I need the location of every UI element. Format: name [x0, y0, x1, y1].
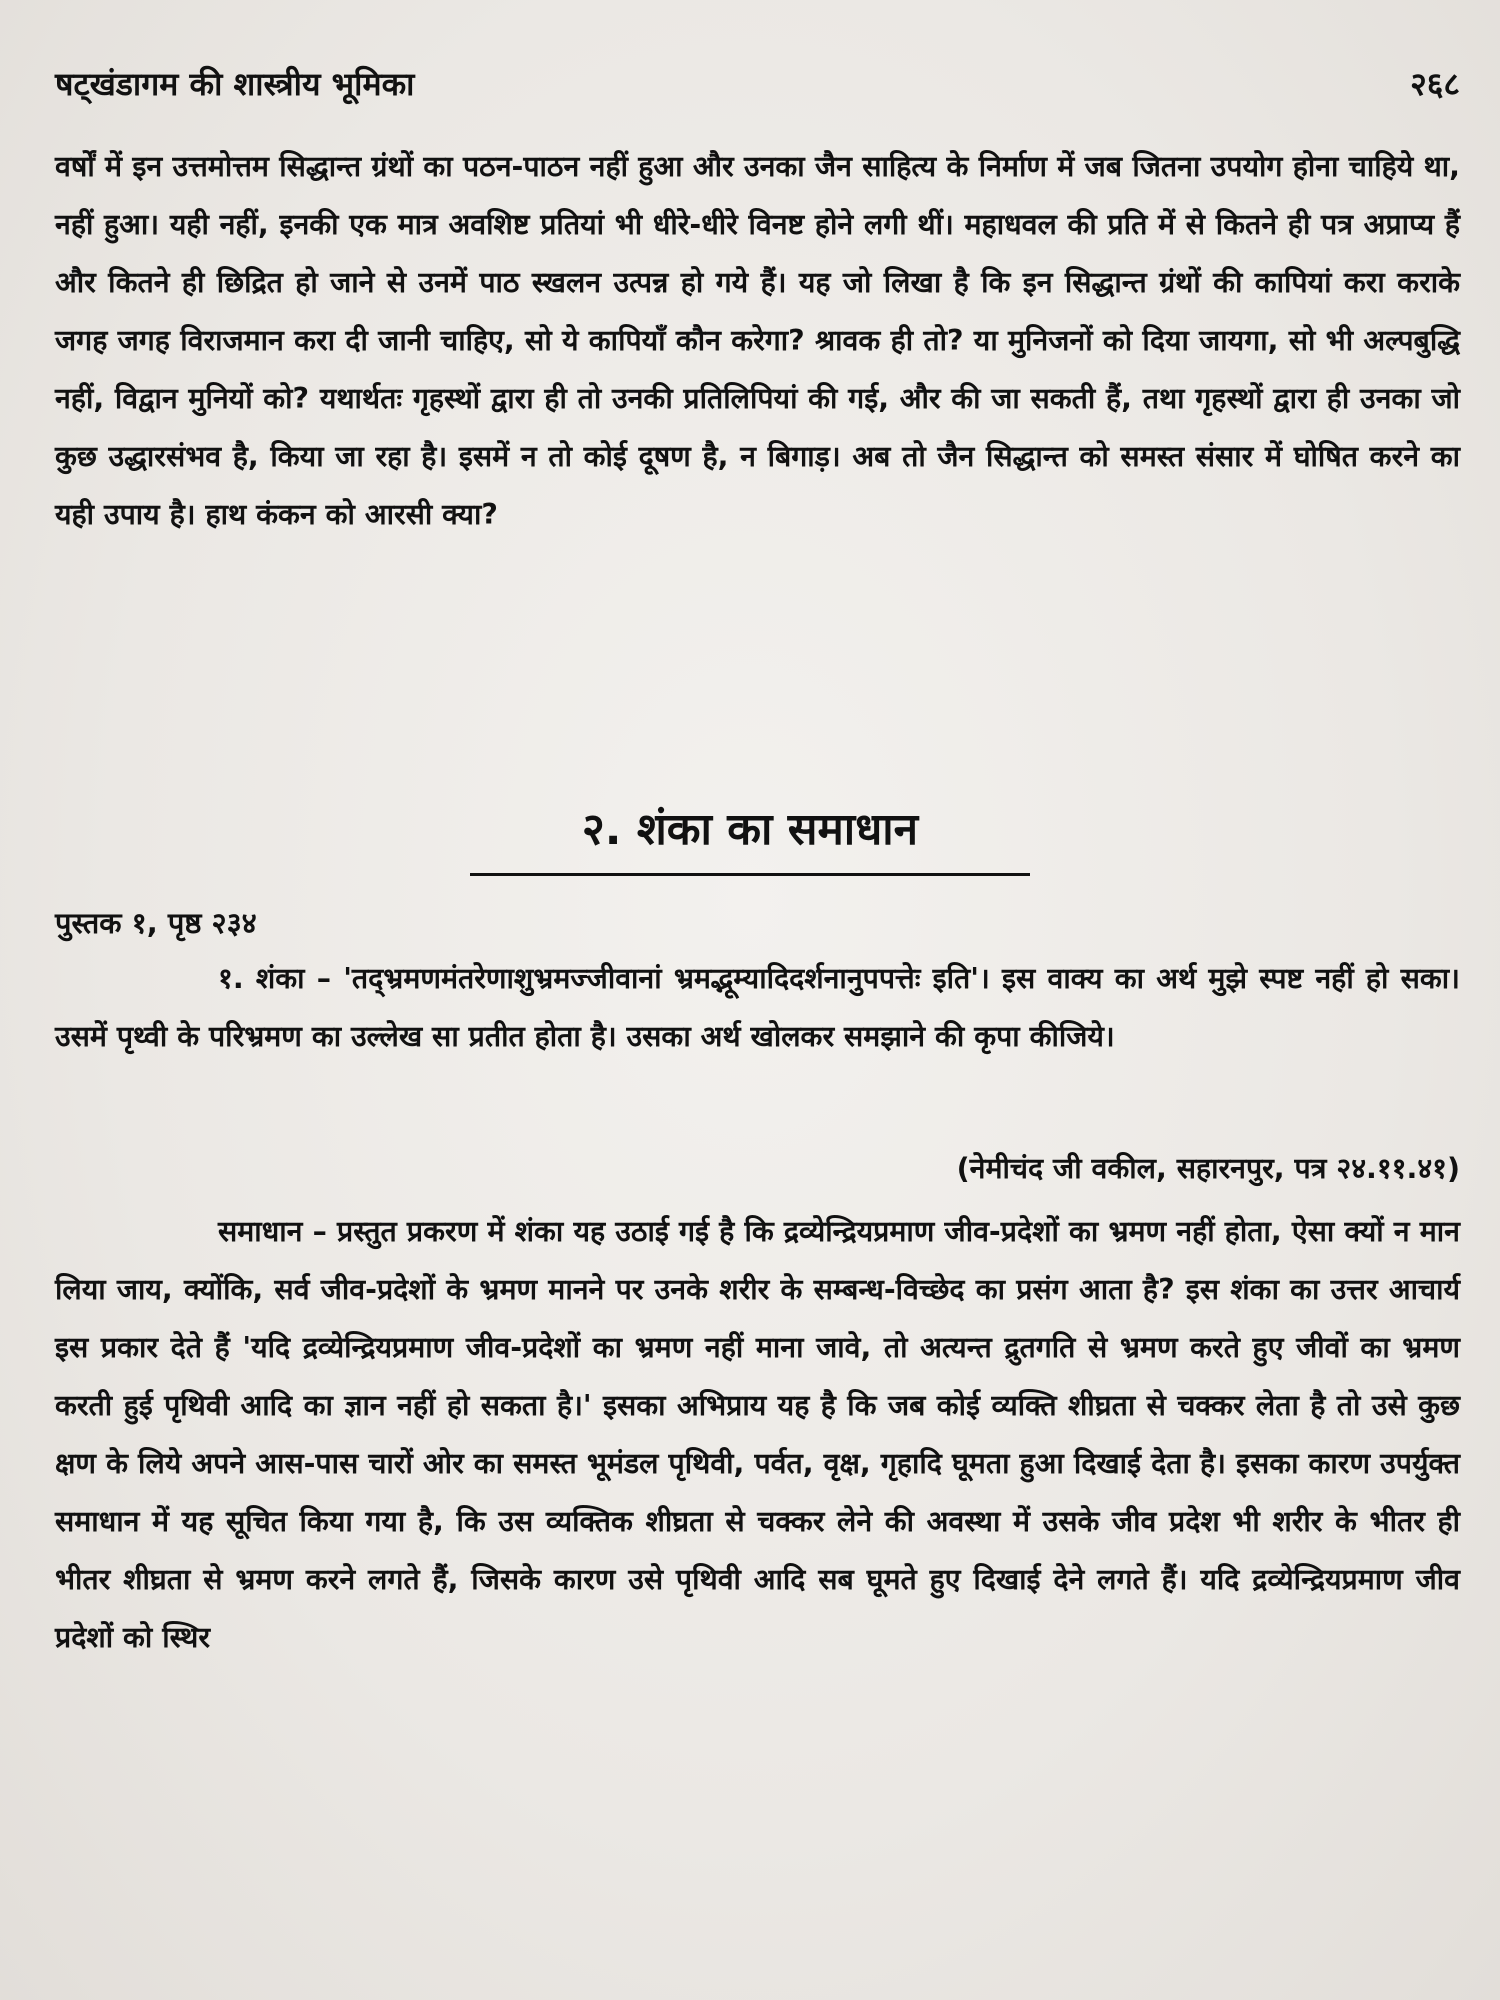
answer-paragraph: समाधान – प्रस्तुत प्रकरण में शंका यह उठाई गई है कि द्रव्येन्द्रियप्रमाण जीव-प्रदेशों का भ्रमण नहीं होता, ऐसा क्यों न मान लिया जाय, क्योंकि, सर्व जीव-प्रदेशों के भ्रमण मानने पर उनके शरीर के सम्बन्ध-विच्छेद का प्रसंग आता है? इस शंका का उत्तर आचार्य इस प्रकार देते हैं 'यदि द्रव्येन्द्रियप्रमाण जीव-प्रदेशों का भ्रमण नहीं माना जावे, तो अत्यन्त द्रुतगति से भ्रमण करते हुए जीवों का भ्रमण करती हुई पृथिवी आदि का ज्ञान नहीं हो सकता है।' इसका अभिप्राय यह है कि जब कोई व्यक्ति शीघ्रता से चक्कर लेता है तो उसे कुछ क्षण के लिये अपने आस-पास चारों ओर का समस्त भूमंडल पृथिवी, पर्वत, वृक्ष, गृहादि घूमता हुआ दिखाई देता है। इसका कारण उपर्युक्त समाधान में यह सूचित किया गया है, कि उस व्यक्तिक शीघ्रता से चक्कर लेने की अवस्था में उसके जीव प्रदेश भी शरीर के भीतर ही भीतर शीघ्रता से भ्रमण करने लगते हैं, जिसके कारण उसे पृथिवी आदि सब घूमते हुए दिखाई देने लगते हैं। यदि द्रव्येन्द्रियप्रमाण जीव प्रदेशों को स्थिर — [55, 1215, 1460, 1654]
reference-line: पुस्तक १, पृष्ठ २३४ — [55, 906, 257, 940]
running-title: षट्खंडागम की शास्त्रीय भूमिका — [55, 65, 415, 103]
body-paragraph-1: वर्षों में इन उत्तमोत्तम सिद्धान्त ग्रंथों का पठन-पाठन नहीं हुआ और उनका जैन साहित्य के निर्माण में जब जितना उपयोग होना चाहिये था, नहीं हुआ। यही नहीं, इनकी एक मात्र अवशिष्ट प्रतियां भी धीरे-धीरे विनष्ट होने लगी थीं। महाधवल की प्रति में से कितने ही पत्र अप्राप्य हैं और कितने ही छिद्रित हो जाने से उनमें पाठ स्खलन उत्पन्न हो गये हैं। यह जो लिखा है कि इन सिद्धान्त ग्रंथों की कापियां करा कराके जगह जगह विराजमान करा दी जानी चाहिए, सो ये कापियाँ कौन करेगा? श्रावक ही तो? या मुनिजनों को दिया जायगा, सो भी अल्पबुद्धि नहीं, विद्वान मुनियों को? यथार्थतः गृहस्थों द्वारा ही तो उनकी प्रतिलिपियां की गई, और की जा सकती हैं, तथा गृहस्थों द्वारा ही उनका जो कुछ उद्धारसंभव है, किया जा रहा है। इसमें न तो कोई दूषण है, न बिगाड़। अब तो जैन सिद्धान्त को समस्त संसार में घोषित करने का यही उपाय है। हाथ कंकन को आरसी क्या? — [55, 150, 1460, 531]
section-heading: २. शंका का समाधान — [581, 804, 919, 855]
citation: (नेमीचंद जी वकील, सहारनपुर, पत्र २४.११.४१) — [956, 1152, 1460, 1185]
question-paragraph: १. शंका – 'तद्भ्रमणमंतरेणाशुभ्रमज्जीवानां भ्रमद्भूम्यादिदर्शनानुपपत्तेः इति'। इस वाक्य का अर्थ मुझे स्पष्ट नहीं हो सका। उसमें पृथ्वी के परिभ्रमण का उल्लेख सा प्रतीत होता है। उसका अर्थ खोलकर समझाने की कृपा कीजिये। — [55, 962, 1460, 1053]
page-number: २६८ — [1410, 65, 1460, 103]
heading-underline — [470, 873, 1030, 876]
running-header — [55, 62, 1460, 122]
